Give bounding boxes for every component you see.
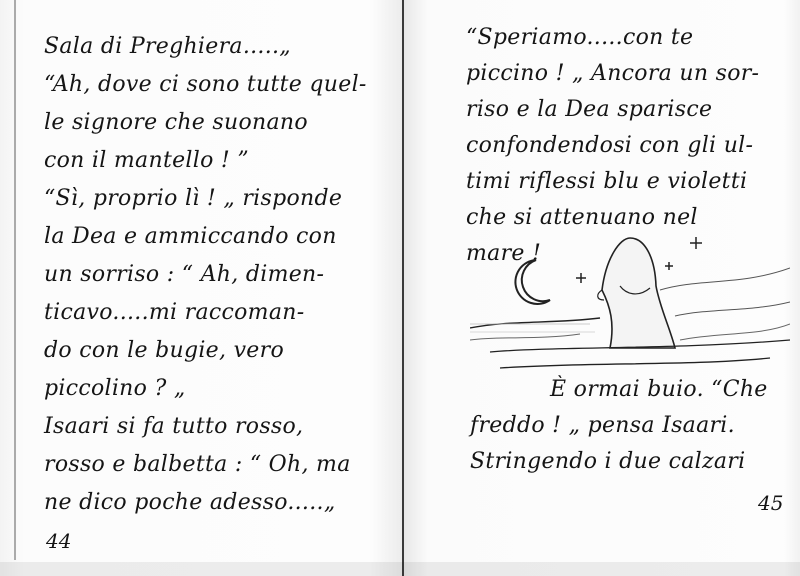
star-icon <box>576 273 586 283</box>
page-number-right: 45 <box>758 491 784 515</box>
left-page-text <box>44 28 389 522</box>
page-edge-shadow <box>14 0 16 560</box>
star-icon <box>690 237 702 249</box>
moon-icon <box>515 260 550 304</box>
right-page-text-bottom <box>470 372 790 480</box>
text-line: le signore che suonano <box>44 110 308 135</box>
text-line: “Speriamo.....con te <box>466 25 694 50</box>
text-line: ne dico poche adesso.....„ <box>44 490 336 515</box>
text-line: con il mantello ! ” <box>44 148 249 173</box>
scan-shadow <box>0 562 800 576</box>
text-line: confondendosi con gli ul- <box>466 133 754 158</box>
text-line: mare ! <box>466 241 542 266</box>
star-icon <box>665 262 673 270</box>
text-line: freddo ! „ pensa Isaari. <box>470 413 735 438</box>
text-line: “Ah, dove ci sono tutte quel- <box>44 72 367 97</box>
text-line: piccino ! „ Ancora un sor- <box>466 61 760 86</box>
text-line: Sala di Preghiera.....„ <box>44 34 291 59</box>
text-line: la Dea e ammiccando con <box>44 224 337 249</box>
text-line: Stringendo i due calzari <box>470 449 746 474</box>
page-number-left: 44 <box>46 529 72 553</box>
text-line: ticavo.....mi raccoman- <box>44 300 305 325</box>
sea-horizon <box>470 318 600 328</box>
goddess-figure <box>602 238 675 348</box>
text-line: È ormai buio. “Che <box>550 377 768 402</box>
text-line: rosso e balbetta : “ Oh, ma <box>44 452 351 477</box>
text-line: do con le bugie, vero <box>44 338 284 363</box>
sea-night-illustration <box>470 228 790 378</box>
text-line: Isaari si fa tutto rosso, <box>44 414 304 439</box>
text-line: un sorriso : “ Ah, dimen- <box>44 262 325 287</box>
text-line: “Sì, proprio lì ! „ risponde <box>44 186 343 211</box>
text-line: piccolino ? „ <box>44 376 186 401</box>
text-line: che si attenuano nel <box>466 205 698 230</box>
text-line: timi riflessi blu e violetti <box>466 169 748 194</box>
text-line: riso e la Dea sparisce <box>466 97 713 122</box>
